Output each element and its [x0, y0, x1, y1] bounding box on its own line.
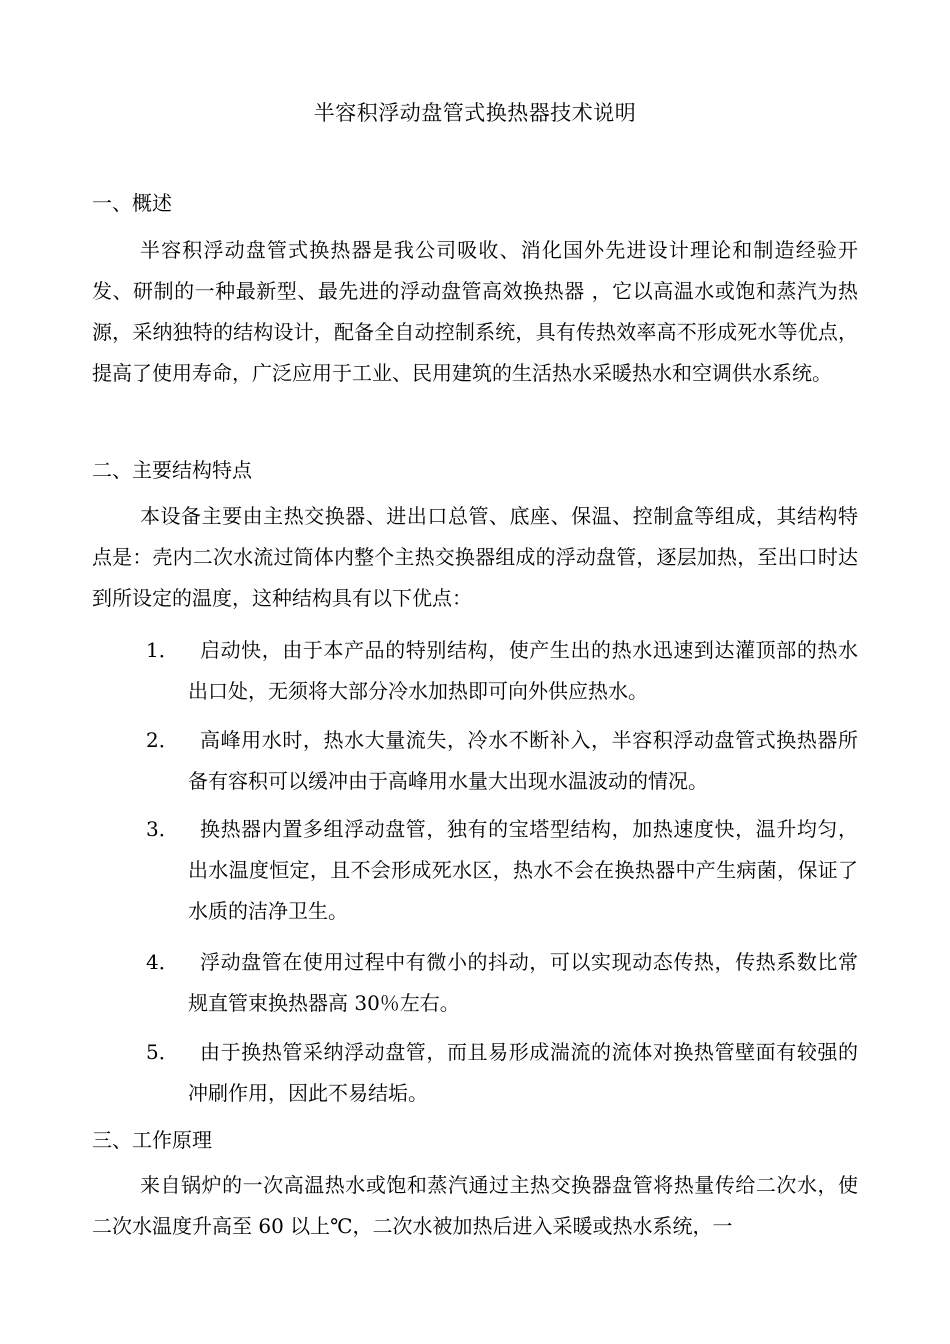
overview-paragraph: 半容积浮动盘管式换热器是我公司吸收、消化国外先进设计理论和制造经验开发、研制的一种最新型、最先进的浮动盘管高效换热器 ，它以高温水或饱和蒸汽为热源，采纳独特的结构设计，配备全自动控制系统，具有传热效率高不形成死水等优点，提高了使用寿命，广泛应用于工业、民用建筑的生活热水采暖热水和空调供水系统。 [92, 238, 858, 385]
section-heading-principle: 三、工作原理 [92, 1128, 212, 1152]
list-item-text: 由于换热管采纳浮动盘管，而且易形成湍流的流体对换热管壁面有较强的冲刷作用，因此不易结垢。 [188, 1040, 858, 1105]
list-item-text: 启动快，由于本产品的特别结构，使产生出的热水迅速到达灌顶部的热水出口处，无须将大部分冷水加热即可向外供应热水。 [188, 638, 858, 703]
list-item-text: 换热器内置多组浮动盘管，独有的宝塔型结构，加热速度快，温升均匀，出水温度恒定，且不会形成死水区，热水不会在换热器中产生病菌，保证了水质的洁净卫生。 [188, 817, 858, 923]
list-item-text: 浮动盘管在使用过程中有微小的抖动，可以实现动态传热，传热系数比常规直管束换热器高 30％左右。 [188, 950, 858, 1015]
list-item-number: 2． [146, 728, 179, 752]
list-item-number: 3． [146, 817, 179, 841]
section-heading-structure: 二、主要结构特点 [92, 458, 252, 482]
list-item [146, 630, 858, 712]
list-item [146, 942, 858, 1024]
list-item-text: 高峰用水时，热水大量流失，冷水不断补入，半容积浮动盘管式换热器所备有容积可以缓冲由于高峰用水量大出现水温波动的情况。 [188, 728, 858, 793]
principle-paragraph: 来自锅炉的一次高温热水或饱和蒸汽通过主热交换器盘管将热量传给二次水，使二次水温度升高至 60 以上℃，二次水被加热后进入采暖或热水系统，一 [92, 1173, 858, 1238]
list-item [146, 809, 858, 932]
list-item-number: 1． [146, 638, 179, 662]
document-title: 半容积浮动盘管式换热器技术说明 [313, 101, 637, 125]
section-heading-overview: 一、概述 [92, 191, 172, 215]
list-item-number: 5． [146, 1040, 179, 1064]
structure-paragraph: 本设备主要由主热交换器、进出口总管、底座、保温、控制盒等组成，其结构特点是：壳内二次水流过筒体内整个主热交换器组成的浮动盘管，逐层加热，至出口时达到所设定的温度，这种结构具有以下优点： [92, 504, 858, 610]
list-item [146, 1032, 858, 1114]
list-item [146, 720, 858, 802]
list-item-number: 4． [146, 950, 179, 974]
